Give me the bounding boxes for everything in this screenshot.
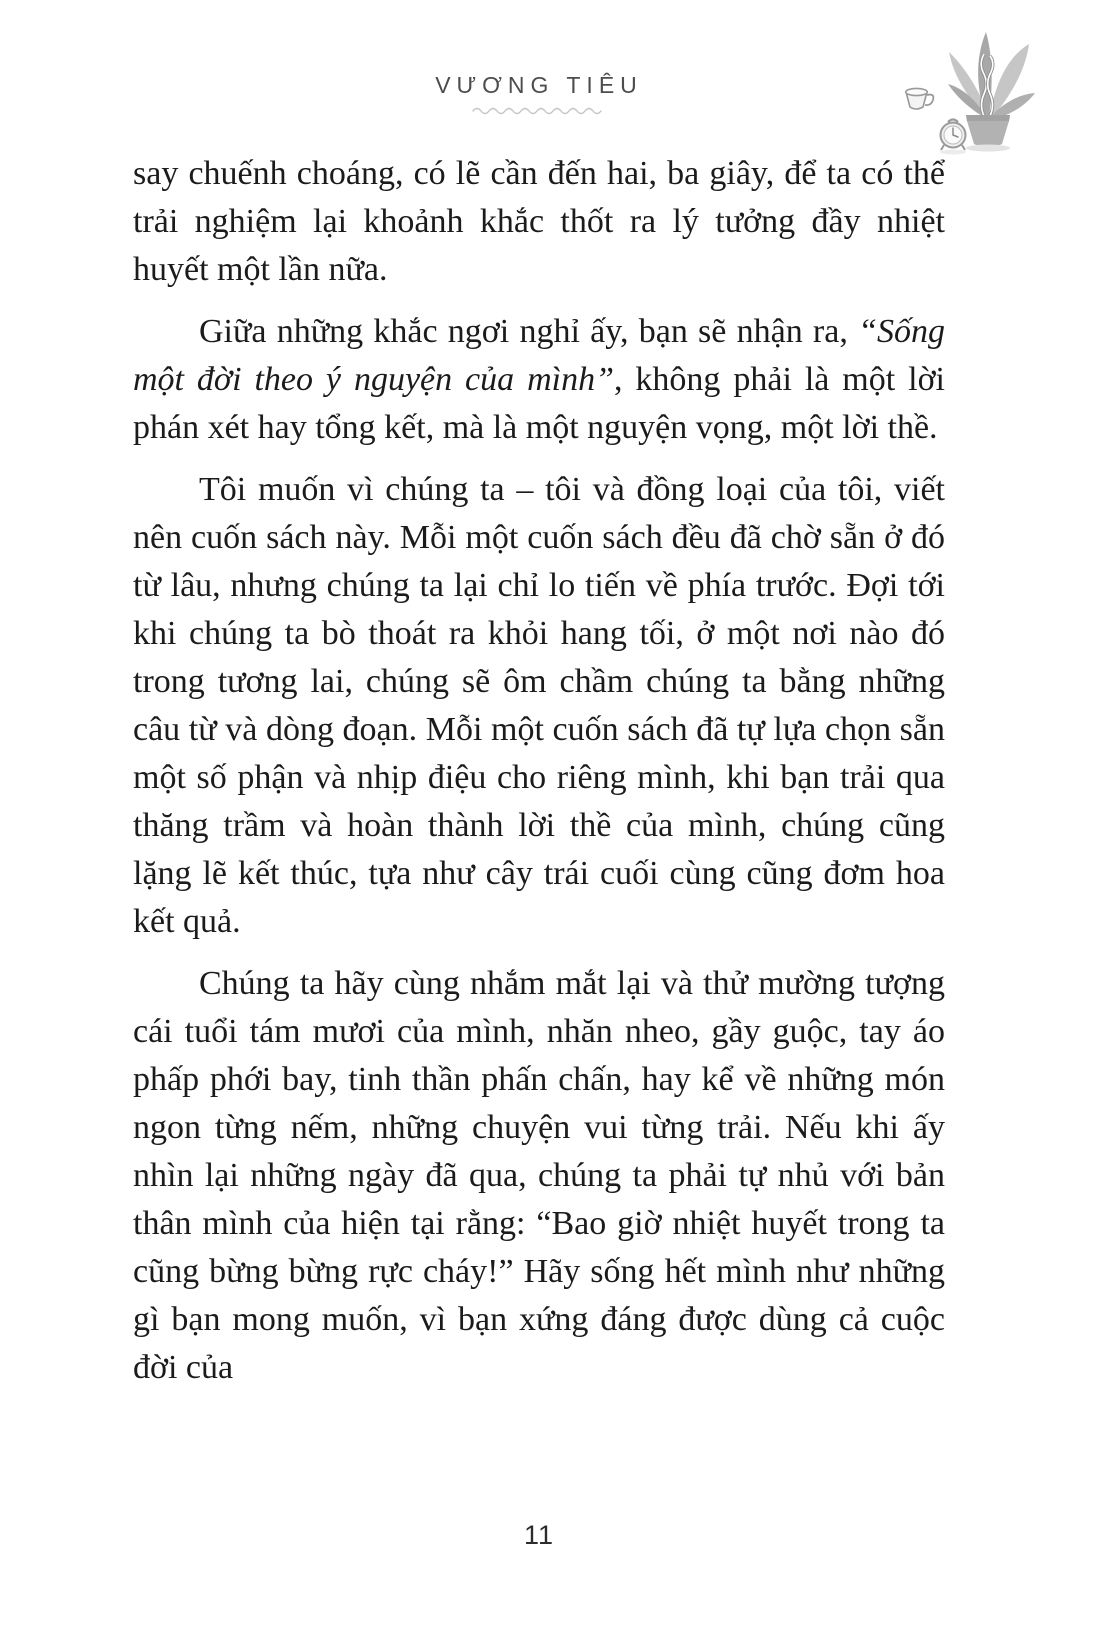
paragraph bbox=[133, 308, 945, 452]
text-run: Giữa những khắc ngơi nghỉ ấy, bạn sẽ nhận ra, bbox=[199, 313, 859, 350]
text-run: , không phải là một lời phán xét hay tổng kết, mà là một nguyện vọng, một lời thề. bbox=[133, 361, 945, 446]
wavy-rule bbox=[471, 105, 607, 115]
page-number: 11 bbox=[523, 1520, 555, 1550]
text-run: Chúng ta hãy cùng nhắm mắt lại và thử mường tượng cái tuổi tám mươi của mình, nhăn nheo, gầy guộc, tay áo phấp phới bay, tinh thần phấn chấn, hay kể về những món ngon từng nếm, những chuyện vui từng trải. Nếu khi ấy nhìn lại những ngày đã qua, chúng ta phải tự nhủ với bản thân mình của hiện tại rằng: “Bao giờ nhiệt huyết trong ta cũng bừng bừng rực cháy!” Hãy sống hết mình như những gì bạn mong muốn, vì bạn xứng đáng được dùng cả cuộc đời của bbox=[133, 965, 945, 1386]
italic-text-run: “Sống một đời theo ý nguyện của mình” bbox=[133, 313, 945, 398]
text-run: Tôi muốn vì chúng ta – tôi và đồng loại của tôi, viết nên cuốn sách này. Mỗi một cuốn sách đều đã chờ sẵn ở đó từ lâu, nhưng chúng ta lại chỉ lo tiến về phía trước. Đợi tới khi chúng ta bò thoát ra khỏi hang tối, ở một nơi nào đó trong tương lai, chúng sẽ ôm chầm chúng ta bằng những câu từ và dòng đoạn. Mỗi một cuốn sách đã tự lựa chọn sẵn một số phận và nhịp điệu cho riêng mình, khi bạn trải qua thăng trầm và hoàn thành lời thề của mình, chúng cũng lặng lẽ kết thúc, tựa như cây trái cuối cùng cũng đơm hoa kết quả. bbox=[133, 471, 945, 940]
paragraph bbox=[133, 150, 945, 294]
paragraph bbox=[133, 466, 945, 946]
running-header bbox=[133, 72, 945, 115]
coffee-cup-icon bbox=[906, 88, 934, 109]
text-run: say chuếnh choáng, có lẽ cần đến hai, ba giây, để ta có thể trải nghiệm lại khoảnh khắc thốt ra lý tưởng đầy nhiệt huyết một lần nữa. bbox=[133, 155, 945, 288]
corner-illustration bbox=[888, 18, 1053, 158]
body-text bbox=[133, 150, 945, 1406]
paragraph bbox=[133, 960, 945, 1392]
author-name: VƯƠNG TIÊU bbox=[435, 72, 643, 98]
